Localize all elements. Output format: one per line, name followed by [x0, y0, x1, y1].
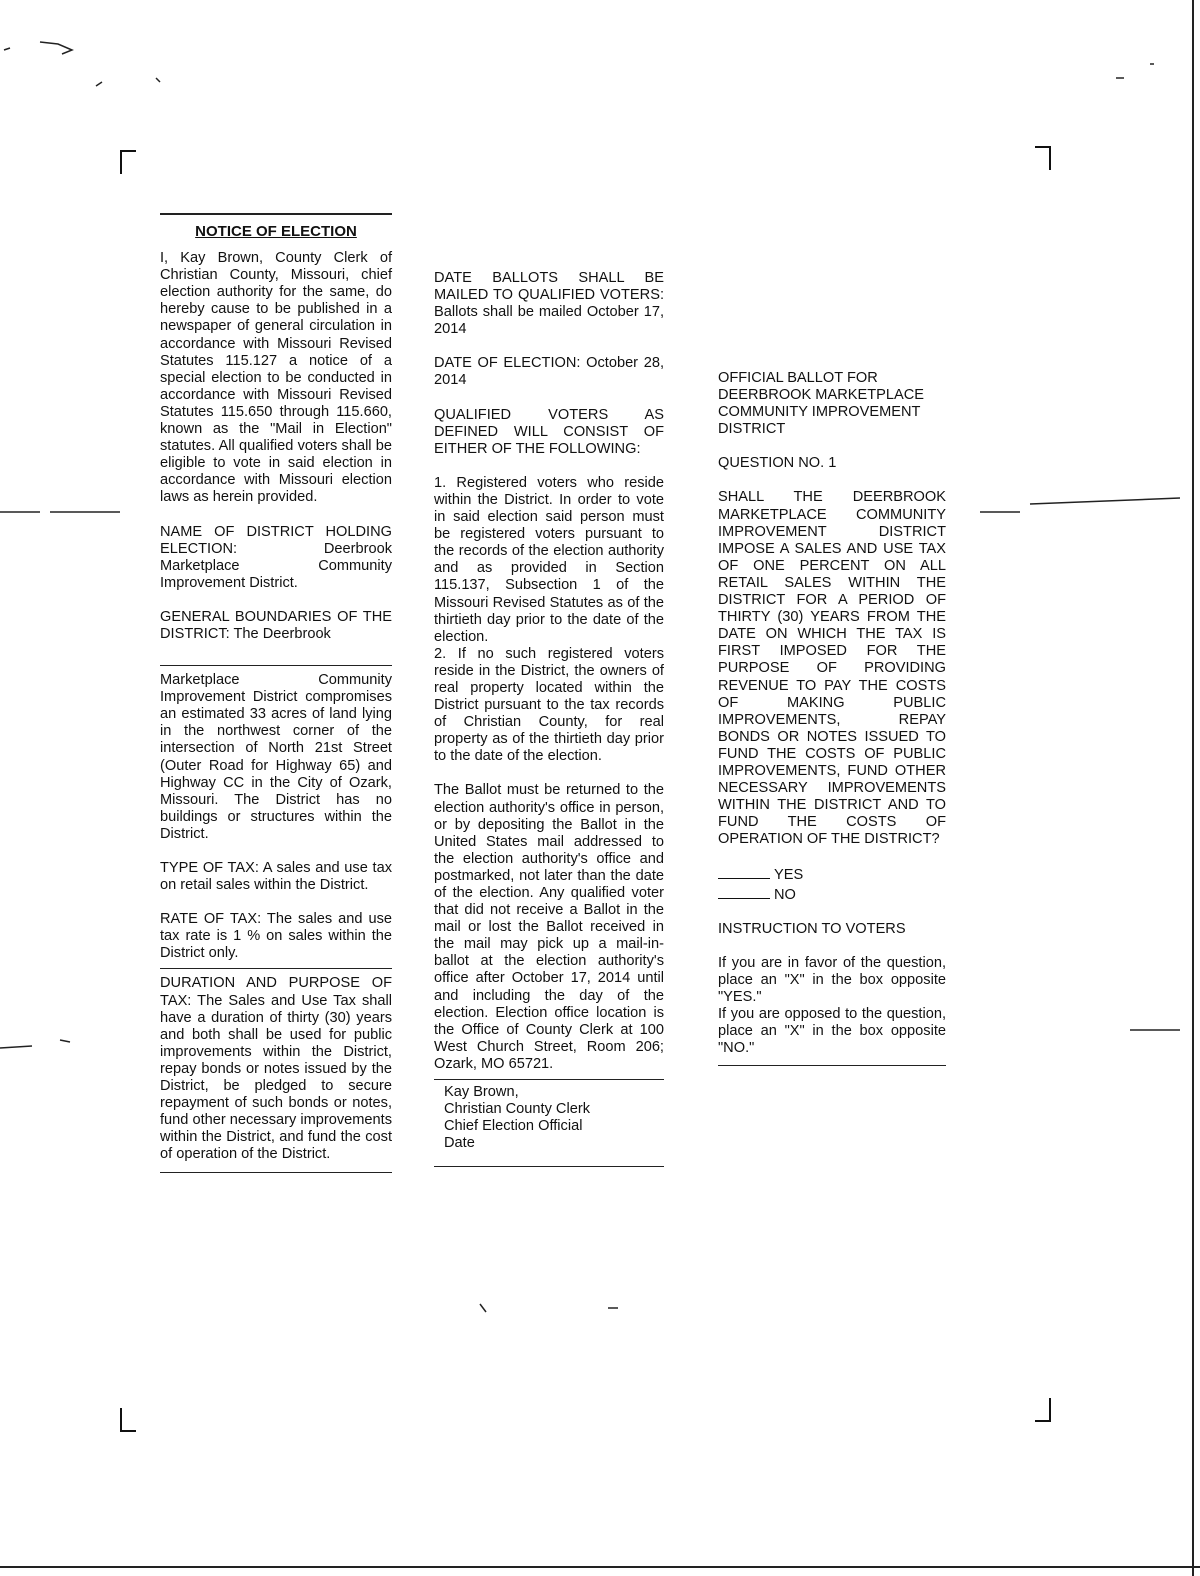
notice-column-left: [160, 213, 392, 1173]
column-end-rule: [434, 1166, 664, 1167]
yes-mark-box[interactable]: [718, 865, 770, 879]
clipping-rule: [160, 665, 392, 666]
ballots-mailed-date: DATE BALLOTS SHALL BE MAILED TO QUALIFIED VOTERS: Ballots shall be mailed October 17, 2014: [434, 270, 664, 338]
notice-title: NOTICE OF ELECTION: [160, 213, 392, 240]
instruction-no: If you are opposed to the question, place an "X" in the box opposite "NO.": [718, 1006, 946, 1057]
notice-column-middle: [434, 270, 664, 1167]
qualified-voters-heading: QUALIFIED VOTERS AS DEFINED WILL CONSIST OF EITHER OF THE FOLLOWING:: [434, 406, 664, 457]
ballot-title: OFFICIAL BALLOT FOR DEERBROOK MARKETPLACE COMMUNITY IMPROVEMENT DISTRICT: [718, 370, 924, 438]
ballot-question: SHALL THE DEERBROOK MARKETPLACE COMMUNITY IMPROVEMENT DISTRICT IMPOSE A SALES AND USE TAX OF ONE PERCENT ON ALL RETAIL SALES WITHIN THE DISTRICT FOR A PERIOD OF THIRTY (30) YEARS FROM THE DATE ON WHICH THE TAX IS FIRST IMPOSED FOR THE PURPOSE OF PROVIDING REVENUE TO PAY THE COSTS OF MAKING PUBLIC IMPROVEMENTS, REPAY BONDS OR NOTES ISSUED TO FUND THE COSTS OF PUBLIC IMPROVEMENTS, FUND OTHER NECESSARY IMPROVEMENTS WITHIN THE DISTRICT AND TO FUND THE COSTS OF OPERATION OF THE DISTRICT?: [718, 489, 946, 848]
column-end-rule: [718, 1065, 946, 1066]
boundaries-heading: GENERAL BOUNDARIES OF THE DISTRICT: The Deerbrook: [160, 608, 392, 642]
signer-name: Kay Brown,: [444, 1084, 519, 1101]
clipping-rule: [160, 968, 392, 969]
boundaries-text: Marketplace Community Improvement District compromises an estimated 33 acres of land lying in the northwest corner of the intersection of North 21st Street (Outer Road for Highway 65) and Highway CC in the City of Ozark, Missouri. The District has no buildings or structures within the District.: [160, 672, 392, 842]
ballot-column: [718, 370, 946, 1066]
no-mark-box[interactable]: [718, 885, 770, 899]
signature-date-label: Date: [444, 1135, 475, 1152]
column-end-rule: [160, 1172, 392, 1173]
duration-purpose: DURATION AND PURPOSE OF TAX: The Sales and Use Tax shall have a duration of thirty (30) years and both shall be used for public improvements within the District, repay bonds or notes issued by the District, be pledged to secure repayment of such bonds or notes, fund other necessary improvements within the District, and fund the cost of operation of the District.: [160, 975, 392, 1163]
signature-line: [434, 1079, 664, 1080]
qualified-voters-item-1: 1. Registered voters who reside within the District. In order to vote in said election said person must be registered voters pursuant to the records of the election authority and as provided in Section 115.137, Subsection 1 of the Missouri Revised Statutes as of the thirtieth day prior to the date of the election.: [434, 474, 664, 645]
no-label: NO: [774, 886, 796, 903]
type-of-tax: TYPE OF TAX: A sales and use tax on retail sales within the District.: [160, 860, 392, 894]
notice-intro: I, Kay Brown, County Clerk of Christian County, Missouri, chief election authority for the same, do hereby cause to be published in a newspaper of general circulation in accordance with Missouri Revised Statutes 115.127 a notice of a special election to be conducted in accordance with Missouri Revised Statutes 115.650 through 115.660, known as the "Mail in Election" statutes. All qualified voters shall be eligible to vote in said election in accordance with Missouri election laws as herein provided.: [160, 250, 392, 506]
rate-of-tax: RATE OF TAX: The sales and use tax rate is 1 % on sales within the District only.: [160, 911, 392, 962]
vote-option-yes[interactable]: [718, 865, 946, 884]
vote-option-no[interactable]: [718, 885, 946, 904]
instruction-yes: If you are in favor of the question, place an "X" in the box opposite "YES.": [718, 954, 946, 1005]
return-ballot-text: The Ballot must be returned to the election authority's office in person, or by depositing the Ballot in the United States mail addressed to the election authority's office and postmarked, not later than the date of the election. Any qualified voter that did not receive a Ballot in the mail or lost the Ballot received in the mail may pick up a mail-in-ballot at the election authority's office after October 17, 2014 until and including the day of the election. Election office location is the Office of County Clerk at 100 West Church Street, Room 206; Ozark, MO 65721.: [434, 782, 664, 1072]
question-number: QUESTION NO. 1: [718, 455, 837, 472]
yes-label: YES: [774, 867, 804, 884]
election-date: DATE OF ELECTION: October 28, 2014: [434, 355, 664, 389]
signature-block: [434, 1084, 664, 1152]
instructions-heading: INSTRUCTION TO VOTERS: [718, 920, 906, 937]
qualified-voters-item-2: 2. If no such registered voters reside in the District, the owners of real property located within the District pursuant to the tax records of Christian County, for real property as of the thirtieth day prior to the date of the election.: [434, 645, 664, 765]
district-name: NAME OF DISTRICT HOLDING ELECTION: Deerbrook Marketplace Community Improvement District.: [160, 523, 392, 591]
signer-role: Chief Election Official: [444, 1118, 583, 1135]
signer-title: Christian County Clerk: [444, 1101, 590, 1118]
